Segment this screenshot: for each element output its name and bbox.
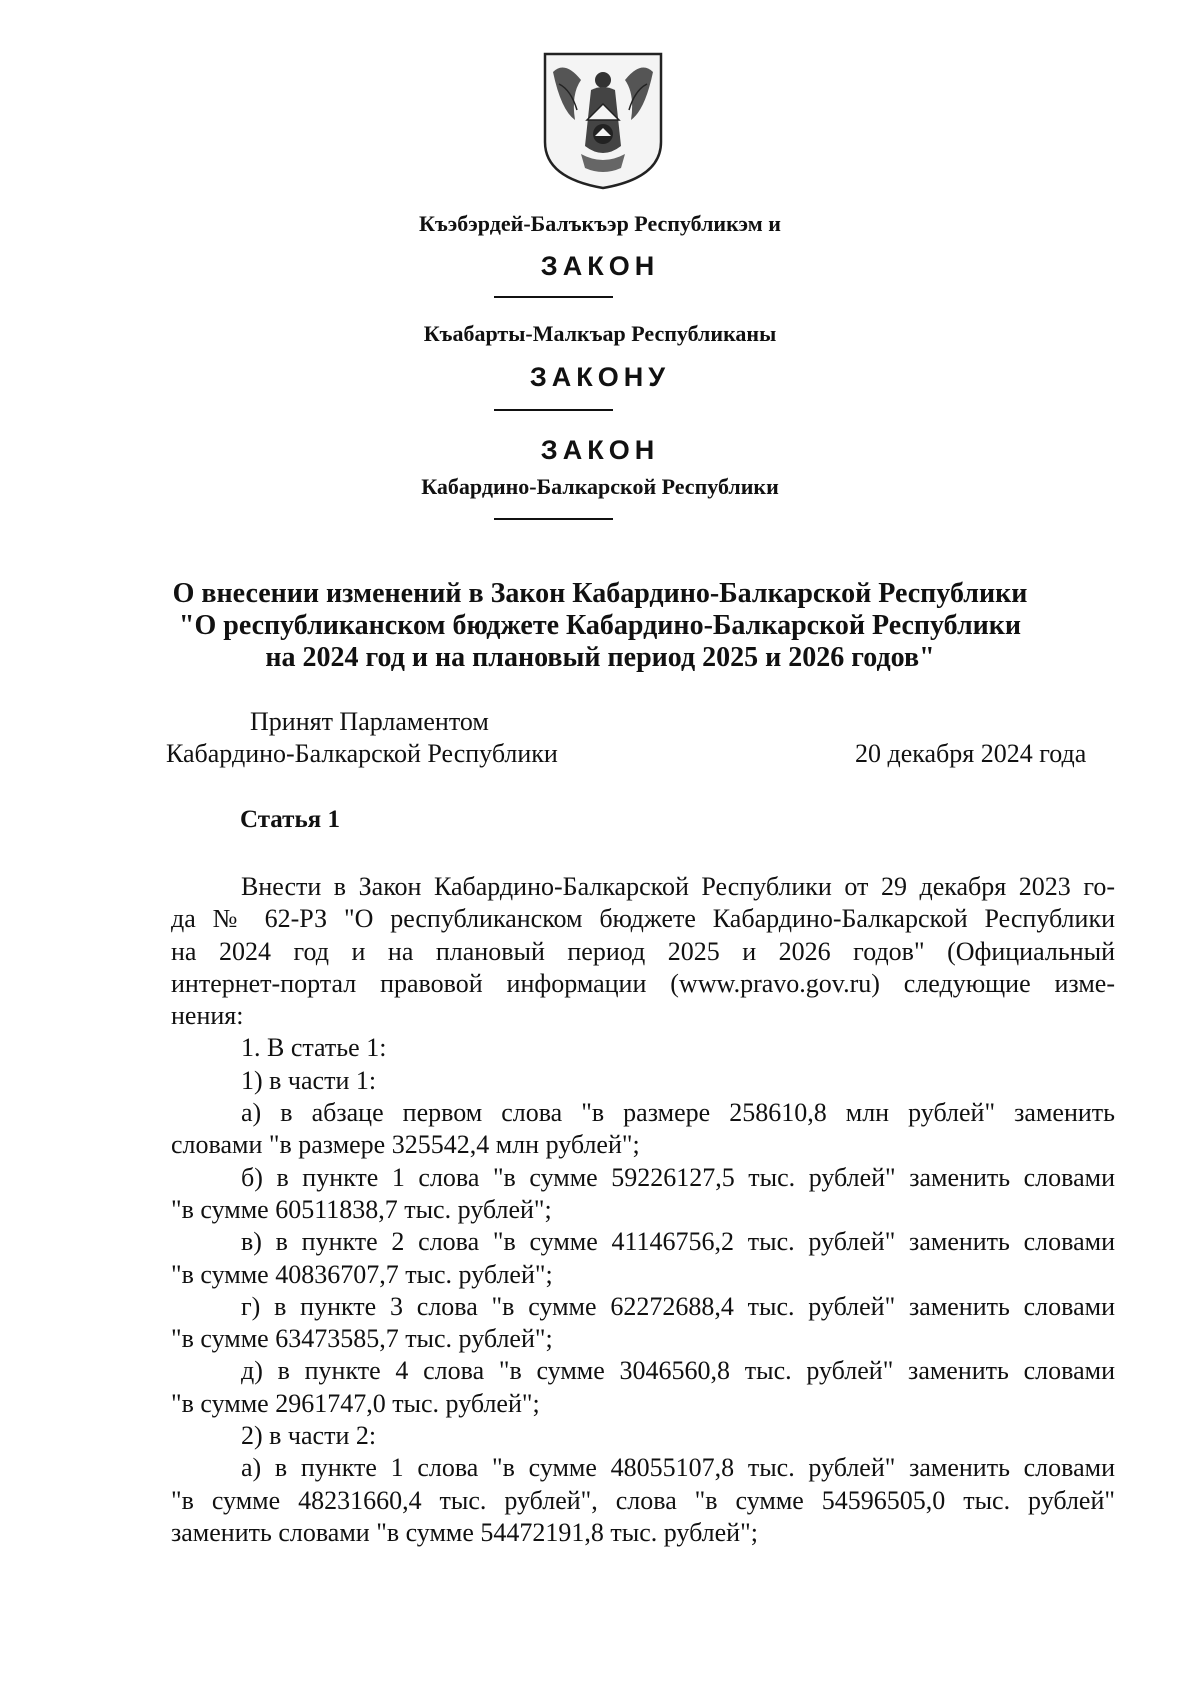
adopted-by-parliament: Принят Парламентом <box>250 707 489 736</box>
article-line: в) в пункте 2 слова "в сумме 41146756,2 тыс. рублей" заменить словами <box>241 1227 1115 1257</box>
article-line: а) в абзаце первом слова "в размере 258610,8 млн рублей" заменить <box>241 1098 1115 1128</box>
article-line: г) в пункте 3 слова "в сумме 62272688,4 тыс. рублей" заменить словами <box>241 1291 1115 1321</box>
balkar-republic-line: Къабарты-Малкъар Республиканы <box>423 321 777 346</box>
article-line: "в сумме 63473585,7 тыс. рублей"; <box>171 1324 553 1354</box>
kabardian-republic-line: Къэбэрдей-Балъкъэр Республикэм и <box>419 211 781 236</box>
header-divider-3 <box>494 518 613 520</box>
article-line: Внести в Закон Кабардино-Балкарской Республики от 29 декабря 2023 го- <box>241 872 1115 901</box>
article-line: 2) в части 2: <box>241 1421 377 1451</box>
article-line: на 2024 год и на плановый период 2025 и 2026 годов" (Официальный <box>171 936 1115 966</box>
kabardian-law-word: ЗАКОН <box>540 251 660 281</box>
article-line: "в сумме 40836707,7 тыс. рублей"; <box>171 1259 553 1289</box>
law-title-line: О внесении изменений в Закон Кабардино-Балкарской Республики <box>172 578 1028 609</box>
article-line: "в сумме 48231660,4 тыс. рублей", слова "в сумме 54596505,0 тыс. рублей" <box>171 1485 1115 1515</box>
russian-law-word: ЗАКОН <box>540 435 660 465</box>
article-line: а) в пункте 1 слова "в сумме 48055107,8 тыс. рублей" заменить словами <box>241 1453 1115 1483</box>
article-line: да № 62-РЗ "О республиканском бюджете Кабардино-Балкарской Республики <box>171 904 1115 934</box>
article-line: нения: <box>171 1001 244 1031</box>
article-line: словами "в размере 325542,4 млн рублей"; <box>171 1130 640 1160</box>
article-heading: Статья 1 <box>240 806 340 833</box>
adoption-date: 20 декабря 2024 года <box>855 739 1087 768</box>
law-title <box>0 578 1200 674</box>
article-line: б) в пункте 1 слова "в сумме 59226127,5 тыс. рублей" заменить словами <box>241 1162 1115 1192</box>
article-line: "в сумме 60511838,7 тыс. рублей"; <box>171 1194 552 1224</box>
russian-republic-line: Кабардино-Балкарской Республики <box>421 474 779 499</box>
article-line: д) в пункте 4 слова "в сумме 3046560,8 тыс. рублей" заменить словами <box>241 1356 1115 1386</box>
article-line: "в сумме 2961747,0 тыс. рублей"; <box>171 1388 540 1418</box>
adopted-by-republic: Кабардино-Балкарской Республики <box>166 739 558 768</box>
article-line: 1) в части 1: <box>241 1065 377 1095</box>
article-line: 1. В статье 1: <box>241 1033 387 1063</box>
header-divider-1 <box>494 296 613 298</box>
article-line: заменить словами "в сумме 54472191,8 тыс. рублей"; <box>171 1517 758 1547</box>
article-body <box>171 871 1115 1549</box>
balkar-law-word: ЗАКОНУ <box>529 362 671 392</box>
law-title-line: "О республиканском бюджете Кабардино-Балкарской Республики <box>178 610 1022 641</box>
coat-of-arms-emblem <box>541 50 665 190</box>
article-line: интернет-портал правовой информации (www.pravo.gov.ru) следующие изме- <box>171 968 1115 998</box>
header-divider-2 <box>494 409 613 411</box>
law-title-line: на 2024 год и на плановый период 2025 и 2026 годов" <box>265 642 935 673</box>
